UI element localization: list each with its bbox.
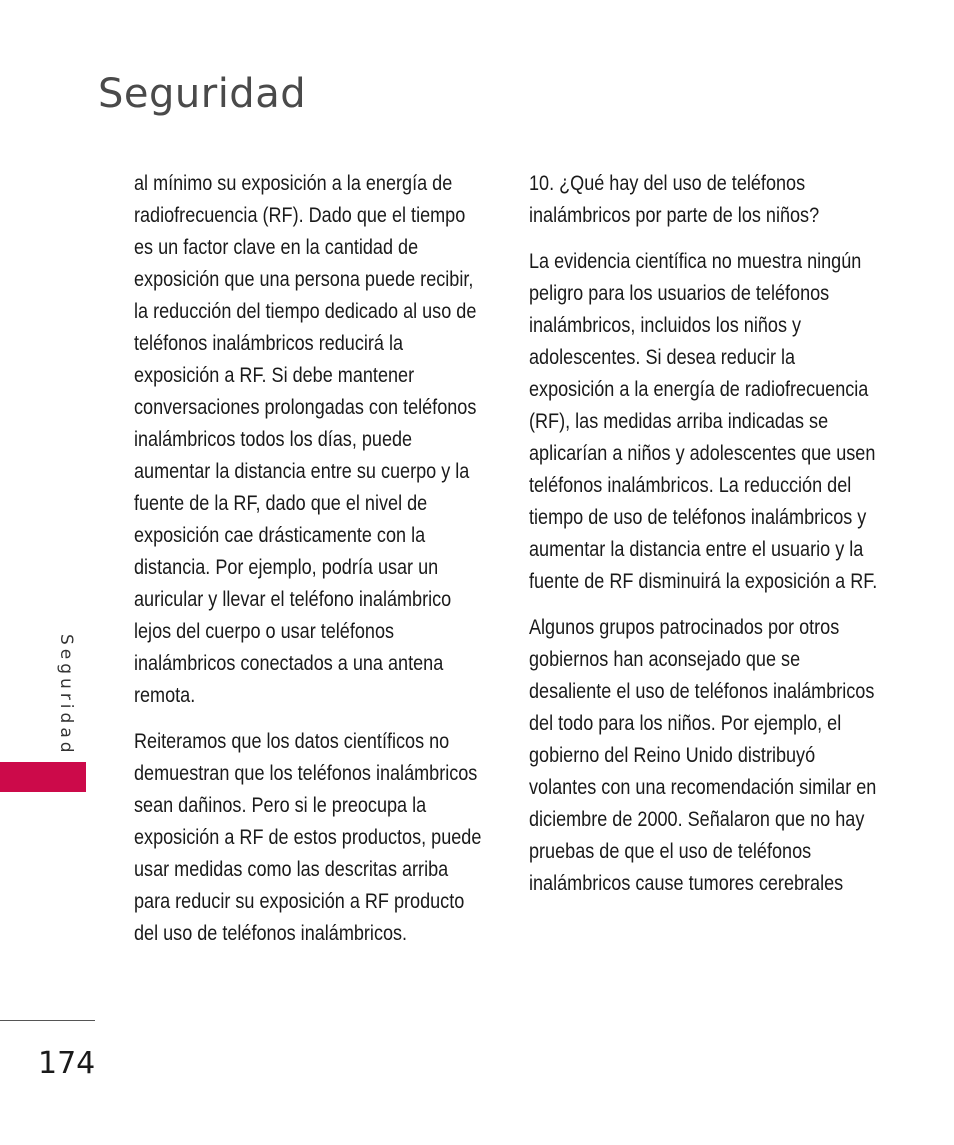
side-section-label: Seguridad (56, 634, 76, 757)
page-title: Seguridad (98, 71, 307, 117)
body-paragraph: Algunos grupos patrocinados por otros gobiernos han aconsejado que se desaliente el uso de teléfonos inalámbricos del todo para los niños. Por ejemplo, el gobierno del Reino Unido distribuyó volantes con una recomendación similar en diciembre de 2000. Señalaron que no hay pruebas de que el uso de teléfonos inalámbricos cause tumores cerebrales (529, 616, 877, 895)
section-tab-marker (0, 762, 86, 792)
footer-divider (0, 1020, 95, 1021)
body-paragraph: al mínimo su exposición a la energía de radiofrecuencia (RF). Dado que el tiempo es un factor clave en la cantidad de exposición que una persona puede recibir, la reducción del tiempo dedicado al uso de teléfonos inalámbricos reducirá la exposición a RF. Si debe mantener conversaciones prolongadas con teléfonos inalámbricos todos los días, puede aumentar la distancia entre su cuerpo y la fuente de la RF, dado que el nivel de exposición cae drásticamente con la distancia. Por ejemplo, podría usar un auricular y llevar el teléfono inalámbrico lejos del cuerpo o usar teléfonos inalámbricos conectados a una antena remota. (134, 172, 477, 707)
body-paragraph: La evidencia científica no muestra ningún peligro para los usuarios de teléfonos inalámbricos, incluidos los niños y adolescentes. Si desea reducir la exposición a la energía de radiofrecuencia (RF), las medidas arriba indicadas se aplicarían a niños y adolescentes que usen teléfonos inalámbricos. La reducción del tiempo de uso de teléfonos inalámbricos y aumentar la distancia entre el usuario y la fuente de RF disminuirá la exposición a RF. (529, 250, 878, 593)
left-column (134, 168, 486, 964)
section-question-heading: 10. ¿Qué hay del uso de teléfonos inalámbricos por parte de los niños? (529, 172, 820, 227)
body-paragraph: Reiteramos que los datos científicos no demuestran que los teléfonos inalámbricos sean dañinos. Pero si le preocupa la exposición a RF de estos productos, puede usar medidas como las descritas arriba para reducir su exposición a RF producto del uso de teléfonos inalámbricos. (134, 730, 482, 945)
page-number: 174 (38, 1046, 96, 1081)
right-column (529, 168, 881, 914)
